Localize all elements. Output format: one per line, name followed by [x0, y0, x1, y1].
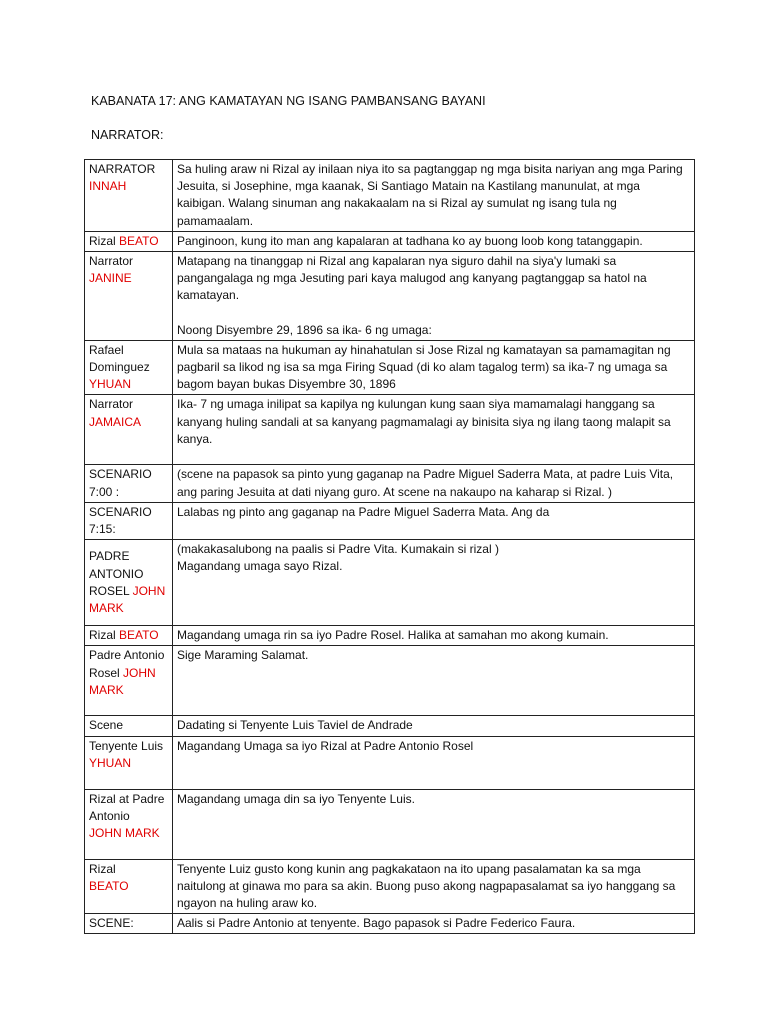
table-row	[85, 340, 695, 395]
actor-name: BEATO	[89, 878, 129, 893]
table-row	[85, 502, 695, 539]
speaker-role: Rizal at Padre Antonio	[89, 791, 165, 823]
table-row	[85, 789, 695, 859]
speaker-cell	[85, 252, 173, 341]
table-row	[85, 736, 695, 789]
dialogue-cell: Ika- 7 ng umaga inilipat sa kapilya ng kulungan kung saan siya mamamalagi hanggang sa kanyang huling sandali at sa kanyang pagmamalagi ay binisita siya ng ilang taong malapit sa kanya.	[173, 395, 695, 465]
actor-name: BEATO	[119, 233, 159, 248]
speaker-cell	[85, 340, 173, 395]
dialogue-cell	[173, 252, 695, 341]
dialogue-cell: Magandang umaga din sa iyo Tenyente Luis.	[173, 789, 695, 859]
speaker-cell	[85, 859, 173, 914]
actor-name: YHUAN	[89, 377, 132, 392]
chapter-title: KABANATA 17: ANG KAMATAYAN NG ISANG PAMBANSANG BAYANI	[91, 94, 486, 108]
speaker-cell	[85, 160, 173, 232]
speaker-cell	[85, 231, 173, 251]
table-row	[85, 252, 695, 341]
speaker-cell: SCENARIO 7:00 :	[85, 465, 173, 502]
speaker-role: Rizal	[89, 233, 116, 248]
speaker-role: Tenyente Luis	[89, 738, 164, 753]
speaker-role: Rizal	[89, 861, 116, 876]
speaker-role: PADRE ANTONIO ROSEL	[89, 549, 144, 598]
table-row	[85, 160, 695, 232]
dialogue-cell	[173, 540, 695, 626]
dialogue-cell: Magandang umaga rin sa iyo Padre Rosel. Halika at samahan mo akong kumain.	[173, 626, 695, 646]
table-row	[85, 914, 695, 934]
speaker-role: Rafael Dominguez	[89, 342, 150, 375]
table-row	[85, 626, 695, 646]
dialogue-text: Magandang umaga sayo Rizal.	[177, 559, 343, 574]
speaker-cell: Scene	[85, 716, 173, 736]
dialogue-cell: Panginoon, kung ito man ang kapalaran at tadhana ko ay buong loob kong tatanggapin.	[173, 231, 695, 251]
table-row	[85, 395, 695, 465]
dialogue-cell: (scene na papasok sa pinto yung gaganap na Padre Miguel Saderra Mata, at padre Luis Vita, ang paring Jesuita at dati niyang guro. At scene na nakaupo na kaharap si Rizal. )	[173, 465, 695, 502]
section-subtitle: NARRATOR:	[91, 128, 164, 142]
actor-name: JOHN MARK	[89, 826, 160, 841]
speaker-cell	[85, 395, 173, 465]
dialogue-cell: Sa huling araw ni Rizal ay inilaan niya ito sa pagtanggap ng mga bisita nariyan ang mga Paring Jesuita, si Josephine, mga kaanak, Si Santiago Matain na Kastilang manunulat, at mga kaibigan. Walang sinuman ang nakakaalam na si Rizal ay sumulat ng isang tula ng pamamaalam.	[173, 160, 695, 232]
dialogue-text: Matapang na tinanggap ni Rizal ang kapalaran nya siguro dahil na siya'y lumaki sa pangangalaga ng mga Jesuting pari kaya malugod ang kanyang pagtanggap sa hatol na kamatayan.	[177, 254, 647, 303]
speaker-role: Padre Antonio Rosel	[89, 648, 165, 680]
speaker-cell	[85, 736, 173, 789]
dialogue-cell: Tenyente Luiz gusto kong kunin ang pagkakataon na ito upang pasalamatan ka sa mga naitulong at ginawa mo para sa akin. Buong puso akong nagpapasalamat sa iyo hanggang sa ngayon na huling araw ko.	[173, 859, 695, 914]
speaker-cell	[85, 626, 173, 646]
actor-name: YHUAN	[89, 755, 132, 770]
dialogue-text: Noong Disyembre 29, 1896 sa ika- 6 ng umaga:	[177, 322, 432, 337]
speaker-cell	[85, 646, 173, 716]
dialogue-cell: Sige Maraming Salamat.	[173, 646, 695, 716]
actor-name: BEATO	[119, 628, 159, 643]
actor-name: JOHN MARK	[89, 583, 166, 615]
table-row	[85, 540, 695, 626]
actor-name: JOHN MARK	[89, 665, 156, 697]
speaker-cell	[85, 540, 173, 626]
actor-name: JAMAICA	[89, 414, 142, 429]
speaker-cell: SCENE:	[85, 914, 173, 934]
table-row	[85, 646, 695, 716]
speaker-role: Rizal	[89, 628, 116, 643]
speaker-cell: SCENARIO 7:15:	[85, 502, 173, 539]
dialogue-cell: Magandang Umaga sa iyo Rizal at Padre Antonio Rosel	[173, 736, 695, 789]
table-row	[85, 716, 695, 736]
script-table	[84, 159, 695, 934]
actor-name: INNAH	[89, 179, 127, 194]
table-row	[85, 231, 695, 251]
actor-name: JANINE	[89, 271, 132, 286]
speaker-role: Narrator	[89, 397, 134, 412]
table-row	[85, 859, 695, 914]
table-row	[85, 465, 695, 502]
dialogue-cell: Aalis si Padre Antonio at tenyente. Bago papasok si Padre Federico Faura.	[173, 914, 695, 934]
dialogue-cell: Dadating si Tenyente Luis Taviel de Andrade	[173, 716, 695, 736]
dialogue-cell: Lalabas ng pinto ang gaganap na Padre Miguel Saderra Mata. Ang da	[173, 502, 695, 539]
speaker-role: NARRATOR	[89, 162, 156, 176]
speaker-cell	[85, 789, 173, 859]
dialogue-text: (makakasalubong na paalis si Padre Vita. Kumakain si rizal )	[177, 542, 499, 557]
dialogue-cell: Mula sa mataas na hukuman ay hinahatulan si Jose Rizal ng kamatayan sa pamamagitan ng pagbaril sa likod ng isa sa mga Firing Squad (di ko alam tagalog term) sa ika-7 ng umaga sa bagom bayan bukas Disyembre 30, 1896	[173, 340, 695, 395]
speaker-role: Narrator	[89, 254, 134, 269]
